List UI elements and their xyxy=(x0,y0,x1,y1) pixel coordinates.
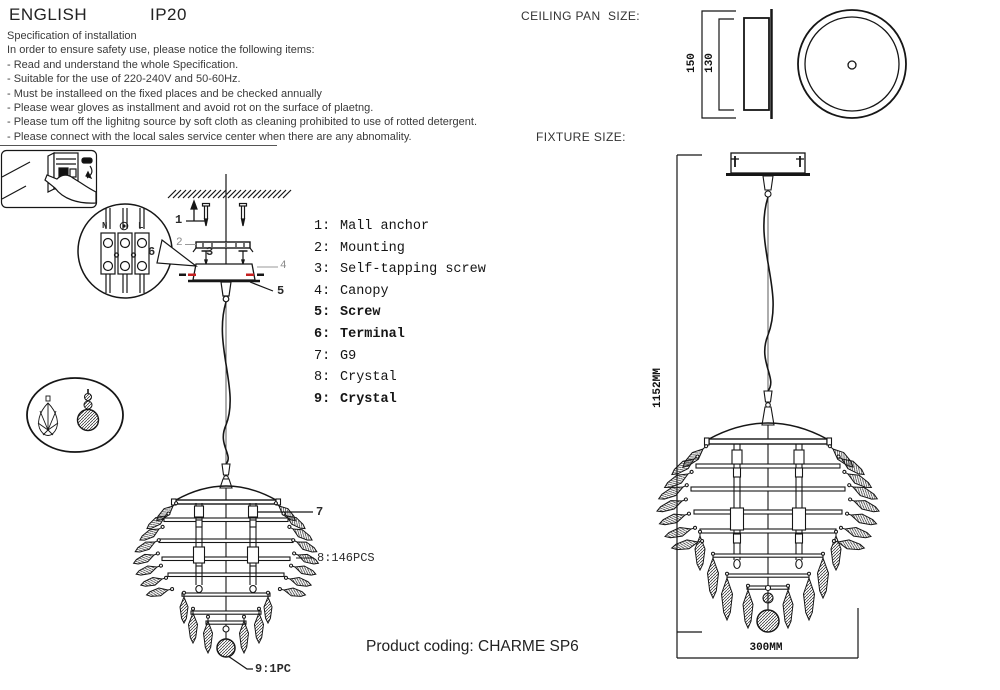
part-number: 4: xyxy=(314,283,331,299)
terminal-block xyxy=(101,233,149,274)
part-number: 7: xyxy=(314,348,331,364)
part-number: 9: xyxy=(314,391,331,407)
teardrop-crystal-icon xyxy=(38,396,58,436)
pan-top-view xyxy=(798,10,906,118)
canopy-screw-red-right xyxy=(246,274,254,277)
spec-bullet: - Read and understand the whole Specification. xyxy=(7,58,239,71)
crystal-legend-ellipse xyxy=(27,378,123,452)
part-label: Mounting xyxy=(340,240,405,256)
ceiling-pan-views xyxy=(702,9,906,119)
terminal-neutral-label: N xyxy=(102,221,108,231)
callout-4-canopy: 4 xyxy=(280,260,287,272)
part-number: 8: xyxy=(314,370,331,386)
callout-6-terminal: 6 xyxy=(148,245,156,259)
ball-crystal-icon xyxy=(78,389,99,431)
part-number: 6: xyxy=(314,326,331,342)
installation-chandelier-drawing xyxy=(132,464,320,657)
callout-7-g9: 7 xyxy=(316,505,324,519)
dimension-height: 1152MM xyxy=(652,368,664,408)
power-off-inset xyxy=(2,151,97,208)
dimension-150: 150 xyxy=(686,53,698,73)
canopy-screw-red-left xyxy=(188,274,196,277)
parts-list-item xyxy=(314,389,486,411)
spec-bullet: - Must be installeed on the fixed places and be checked annually xyxy=(7,87,322,100)
terminal-wires-bottom xyxy=(106,274,144,293)
part-number: 3: xyxy=(314,262,331,278)
fixture-chandelier-drawing xyxy=(655,391,880,632)
spec-bullet: - Please wear gloves as installment and avoid rot on the surface of plaetng. xyxy=(7,102,374,115)
part-number: 2: xyxy=(314,240,331,256)
part-label: Screw xyxy=(340,305,381,321)
terminal-live-label: L xyxy=(138,221,144,231)
parts-list-item xyxy=(314,367,486,389)
spec-bullet: - Suitable for the use of 220-240V and 50-60Hz. xyxy=(7,73,241,86)
part-number: 5: xyxy=(314,305,331,321)
parts-list-item xyxy=(314,324,486,346)
callout-3-screw: 3 xyxy=(206,245,214,259)
fixture-canopy xyxy=(726,153,810,391)
product-coding: Product coding: CHARME SP6 xyxy=(366,638,579,655)
installation-spec-text xyxy=(7,29,477,144)
callout-9-crystal: 9:1PC xyxy=(255,662,292,676)
callout-1-mall-anchor: 1 xyxy=(175,213,183,227)
off-indicator-icon xyxy=(82,158,92,163)
part-label: Terminal xyxy=(340,326,405,342)
part-label: Self-tapping screw xyxy=(340,262,486,278)
spec-intro: In order to ensure safety use, please notice the following items: xyxy=(7,44,315,57)
parts-list-item xyxy=(314,302,486,324)
callout-8-crystal: 8:146PCS xyxy=(317,551,375,565)
part-number: 1: xyxy=(314,219,331,234)
fixture-size-title: FIXTURE SIZE: xyxy=(536,130,626,144)
spec-title: Specification of installation xyxy=(7,30,137,42)
part-label: G9 xyxy=(340,348,357,364)
callout-5-screw: 5 xyxy=(277,284,285,298)
canopy-screw-dash xyxy=(179,274,186,277)
ceiling-hatch xyxy=(168,190,291,198)
part-label: Canopy xyxy=(340,283,389,299)
parts-list-item xyxy=(314,238,486,260)
parts-list xyxy=(314,216,486,410)
parts-list-item xyxy=(314,259,486,281)
dimension-130: 130 xyxy=(704,53,716,73)
pan-side-view xyxy=(744,18,769,110)
parts-list-item xyxy=(314,281,486,303)
wall-anchor-icon xyxy=(203,204,210,227)
language-header: ENGLISH xyxy=(9,5,88,24)
canopy-drawing xyxy=(188,264,260,281)
part-label: Crystal xyxy=(340,370,397,386)
spec-bullet: - Please connect with the local sales service center when there are any abnomality. xyxy=(7,130,412,143)
parts-list-item xyxy=(314,216,486,238)
ceiling-pan-title: CEILING PAN SIZE: xyxy=(521,9,641,23)
ip-rating: IP20 xyxy=(150,5,187,24)
self-tapping-screw-icon xyxy=(239,251,248,264)
wall-anchor-icon xyxy=(240,204,247,227)
callout-2-mounting: 2 xyxy=(176,237,183,249)
mounting-assembly xyxy=(179,174,278,464)
spec-bullet: - Please tum off the lighitng source by soft cloth as cleaning prohibited to use of rotted detergent. xyxy=(7,116,478,129)
parts-list-item xyxy=(314,346,486,368)
dimension-width: 300MM xyxy=(749,642,783,654)
part-label: Crystal xyxy=(340,391,397,407)
part-label: Mall anchor xyxy=(340,219,430,234)
canopy-screw-dash xyxy=(257,274,264,277)
